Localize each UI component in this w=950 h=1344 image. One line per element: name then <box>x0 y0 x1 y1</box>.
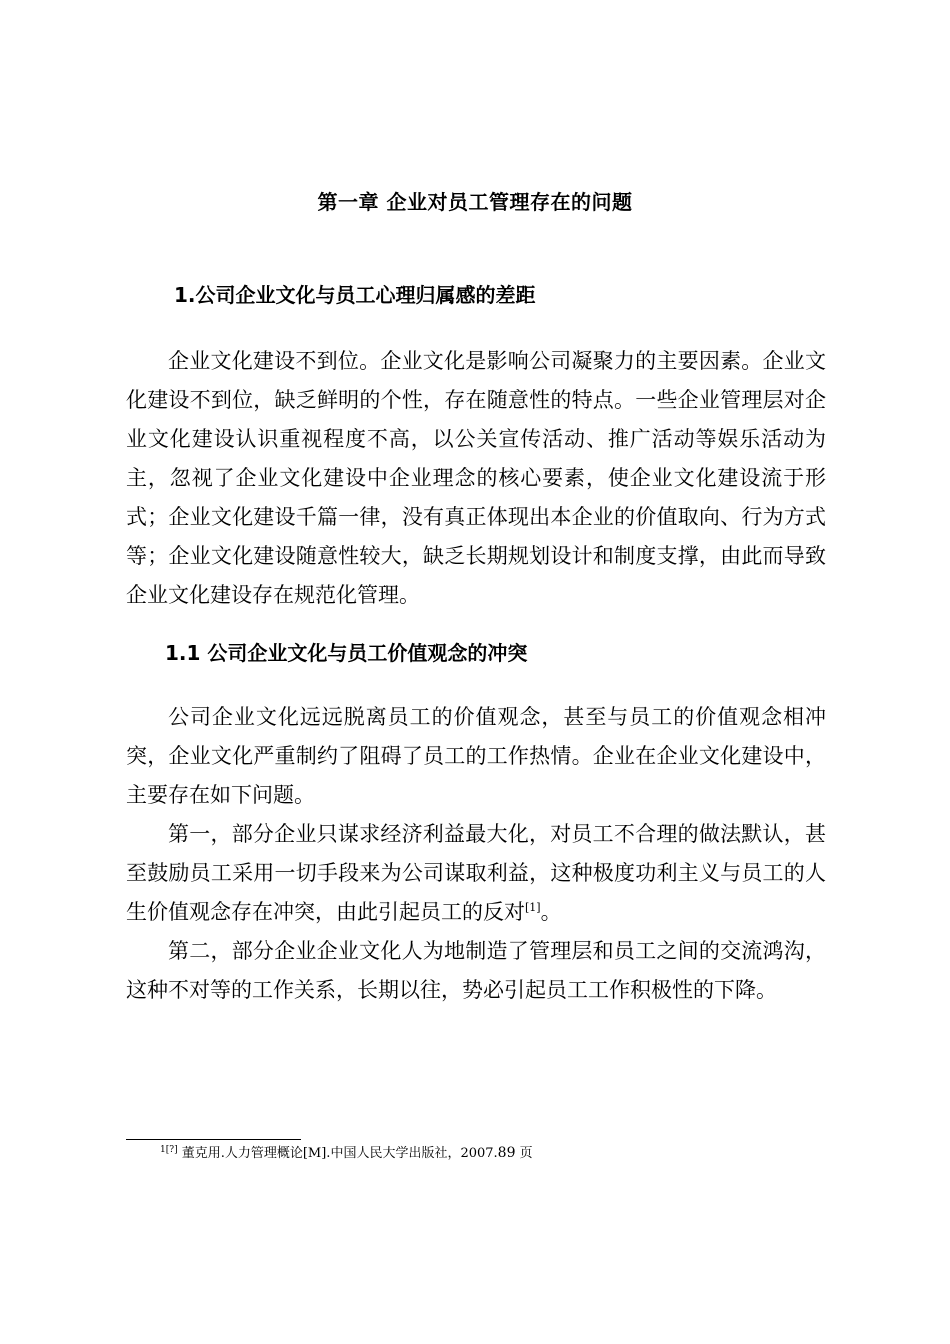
chapter-title: 第一章 企业对员工管理存在的问题 <box>317 190 633 214</box>
paragraph-second-point: 第二，部分企业企业文化人为地制造了管理层和员工之间的交流鸿沟，这种不对等的工作关系，长期以往，势必引起员工工作积极性的下降。 <box>126 939 826 1002</box>
section-heading-1: 1.公司企业文化与员工心理归属感的差距 <box>174 283 536 307</box>
footnote-page-suffix: 页 <box>515 1146 533 1161</box>
citation-end-punct: 。 <box>540 900 562 924</box>
footnote <box>160 1144 533 1163</box>
footnote-page-number: 89 <box>497 1145 516 1161</box>
paragraph-culture-construction: 企业文化建设不到位。企业文化是影响公司凝聚力的主要因素。企业文化建设不到位，缺乏鲜明的个性，存在随意性的特点。一些企业管理层对企业文化建设认识重视程度不高，以公关宣传活动、推广活动等娱乐活动为主，忽视了企业文化建设中企业理念的核心要素，使企业文化建设流于形式；企业文化建设千篇一律，没有真正体现出本企业的价值取向、行为方式等；企业文化建设随意性较大，缺乏长期规划设计和制度支撑，由此而导致企业文化建设存在规范化管理。 <box>126 349 826 607</box>
footnote-text: 董克用.人力管理概论[M].中国人民大学出版社，2007. <box>181 1146 498 1161</box>
citation-marker[interactable]: [1] <box>525 901 541 914</box>
footnote-divider <box>126 1139 301 1140</box>
paragraph-first-point-text: 第一，部分企业只谋求经济利益最大化，对员工不合理的做法默认，甚至鼓励员工采用一切手段来为公司谋取利益，这种极度功利主义与员工的人生价值观念存在冲突，由此引起员工的反对 <box>126 822 826 924</box>
paragraph-first-point <box>126 815 826 932</box>
section-heading-1-1: 1.1 公司企业文化与员工价值观念的冲突 <box>165 641 528 665</box>
footnote-marker: 1[?] <box>160 1145 178 1155</box>
paragraph-value-conflict: 公司企业文化远远脱离员工的价值观念，甚至与员工的价值观念相冲突，企业文化严重制约了阻碍了员工的工作热情。企业在企业文化建设中，主要存在如下问题。 <box>126 705 826 807</box>
